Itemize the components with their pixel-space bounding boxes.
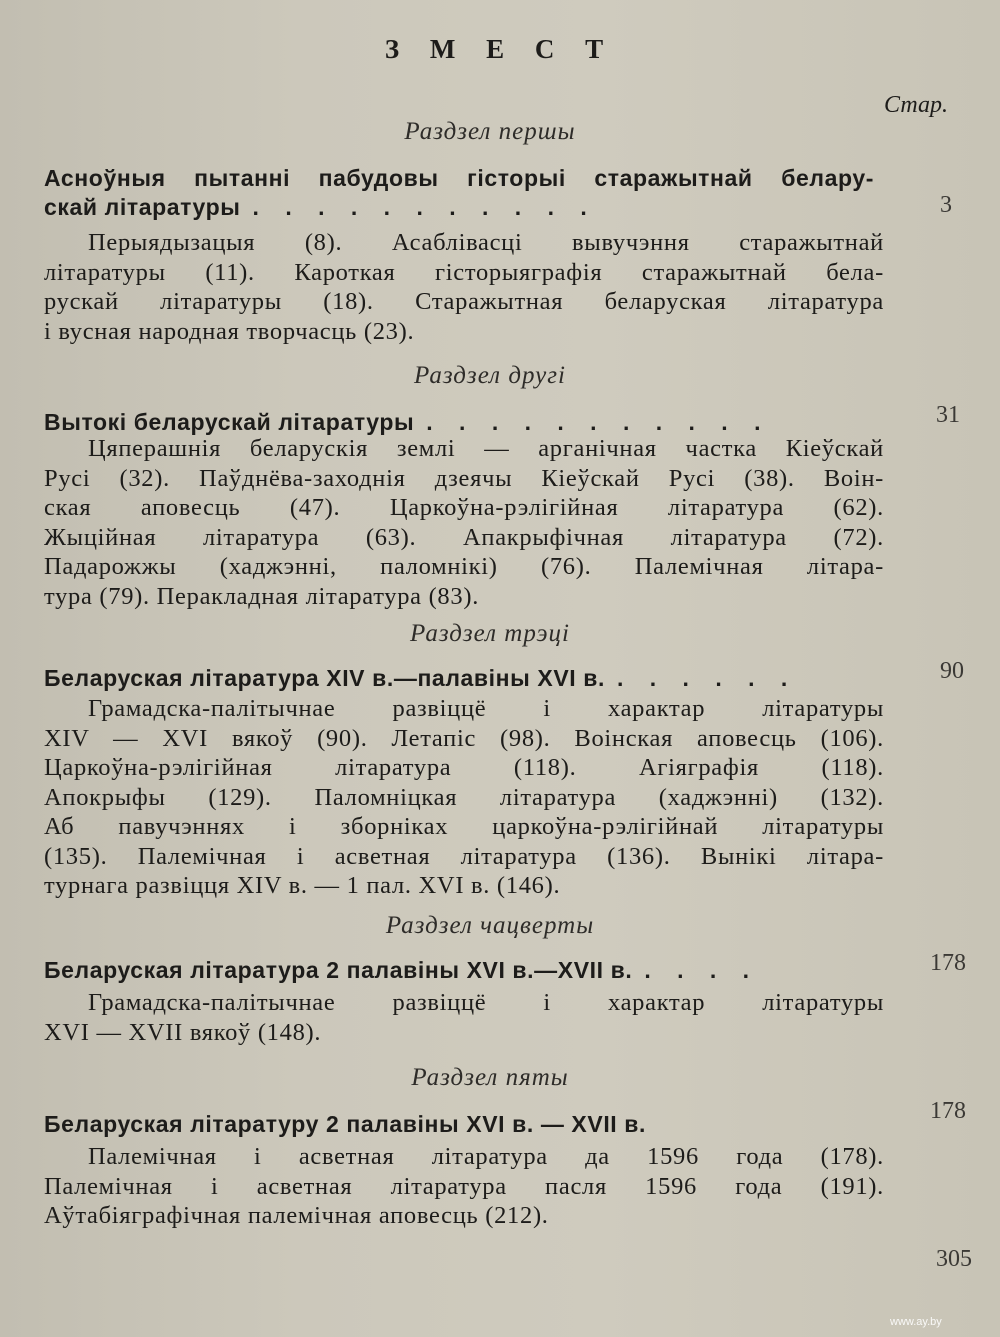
desc-5-line-3: Аўтабіяграфічная палемічная аповесць (212).	[44, 1202, 549, 1229]
desc-2-line-4: Жыційная літаратура (63). Апакрыфічная літаратура (72).	[44, 523, 884, 551]
entry-title-3	[44, 664, 797, 693]
leader-dots-3: . . . . . .	[616, 665, 798, 691]
entry-title-2	[44, 408, 770, 437]
desc-3-line-6: (135). Палемічная і асветная літаратура (136). Вынікі літара-	[44, 842, 884, 870]
desc-2-line-3: ская аповесць (47). Царкоўна-рэлігійная літаратура (62).	[44, 494, 884, 521]
desc-5-line-1: Палемічная і асветная літаратура да 1596 года (178).	[88, 1143, 884, 1170]
desc-1-line-1: Перыядызацыя (8). Асаблівасці вывучэння старажытнай	[88, 229, 884, 256]
desc-3-line-3: Царкоўна-рэлігійная літаратура (118). Агіяграфія (118).	[44, 754, 884, 781]
desc-3-line-5: Аб павучэннях і зборніках царкоўна-рэлігійнай літаратуры	[44, 813, 884, 840]
entry-title-1-line-1: Асноўныя пытанні пабудовы гісторыі старажытнай белару-	[44, 165, 874, 191]
entry-description-1	[44, 228, 884, 346]
section-label-4: Раздзел чацверты	[385, 912, 595, 939]
page-number-1: 3	[940, 192, 952, 218]
entry-title-1-line-2	[44, 193, 874, 222]
section-label-2: Раздзел другі	[414, 362, 566, 389]
section-label-3: Раздзел трэці	[410, 620, 570, 647]
entry-description-4	[44, 988, 884, 1047]
desc-3-line-1: Грамадска-палітычнае развіццё і характар літаратуры	[88, 695, 884, 722]
desc-1-line-3: рускай літаратуры (18). Старажытная беларуская літаратура	[44, 288, 884, 315]
leader-dots-2: . . . . . . . . . . .	[426, 409, 771, 435]
page-column-label: Стар.	[884, 92, 948, 118]
page-number-3: 90	[940, 658, 964, 684]
desc-4-line-1: Грамадска-палітычнае развіццё і характар літаратуры	[88, 989, 884, 1016]
page-number-5: 178	[930, 1098, 966, 1124]
desc-3-line-7: турнага развіцця XIV в. — 1 пал. XVI в. (146).	[44, 872, 561, 899]
entry-description-5	[44, 1142, 884, 1231]
section-label-5: Раздзел пяты	[411, 1064, 569, 1091]
entry-description-3	[44, 694, 884, 901]
watermark: www.ay.by	[890, 1316, 942, 1328]
desc-1-line-2: літаратуры (11). Кароткая гісторыяграфія старажытнай бела-	[44, 258, 884, 286]
desc-5-line-2: Палемічная і асветная літаратура пасля 1596 года (191).	[44, 1172, 884, 1200]
entry-description-2	[44, 434, 884, 611]
page-number-4: 178	[930, 950, 966, 976]
desc-3-line-4: Апокрыфы (129). Паломніцкая літаратура (хаджэнні) (132).	[44, 783, 884, 811]
entry-title-5	[44, 1110, 646, 1139]
entry-title-4	[44, 956, 759, 985]
section-label-1: Раздзел першы	[404, 118, 576, 145]
leader-dots-1: . . . . . . . . . . .	[252, 194, 597, 220]
page-title: З М Е С Т	[384, 34, 616, 64]
entry-title-2-text: Вытокі беларускай літаратуры	[44, 409, 415, 435]
desc-2-line-6: тура (79). Перакладная літаратура (83).	[44, 582, 480, 610]
desc-2-line-1: Цяперашнія беларускія землі — арганічная частка Кіеўскай	[88, 435, 884, 462]
desc-1-line-4: і вусная народная творчасць (23).	[44, 317, 415, 345]
leader-dots-4: . . . .	[644, 957, 760, 983]
entry-title-4-text: Беларуская літаратура 2 палавіны XVI в.—XVII в.	[44, 957, 633, 983]
entry-title-1	[44, 164, 874, 222]
desc-2-line-2: Русі (32). Паўднёва-заходнія дзеячы Кіеўскай Русі (38). Воін-	[44, 464, 884, 492]
desc-4-line-2: XVI — XVII вякоў (148).	[44, 1018, 322, 1046]
desc-3-line-2: XIV — XVI вякоў (90). Летапіс (98). Воінская аповесць (106).	[44, 724, 884, 752]
entry-title-5-text: Беларуская літаратуру 2 палавіны XVI в. — XVII в.	[44, 1111, 647, 1137]
entry-title-3-text: Беларуская літаратура XIV в.—палавіны XVI в.	[44, 665, 605, 691]
entry-title-1-line-2-text: скай літаратуры	[44, 194, 241, 220]
desc-2-line-5: Падарожжы (хаджэнні, паломнікі) (76). Палемічная літара-	[44, 553, 884, 580]
footer-page-number: 305	[936, 1246, 972, 1272]
page-number-2: 31	[936, 402, 960, 428]
